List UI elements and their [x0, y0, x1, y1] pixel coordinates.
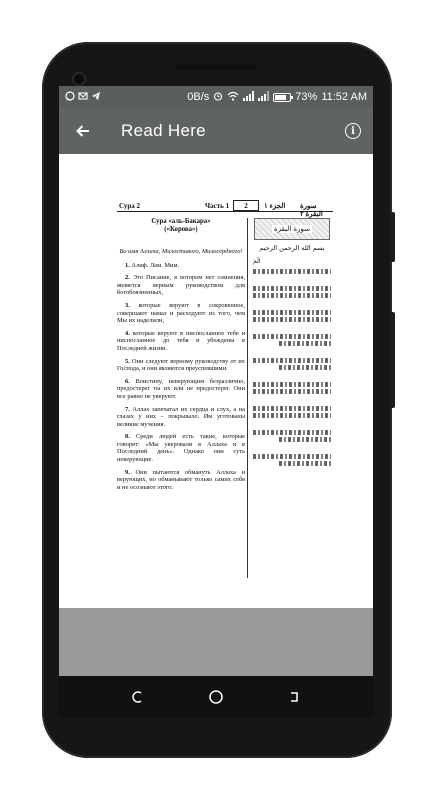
verse-text: которые веруют в ниспосланное тебе и ниспосланное до тебя и убеждены в Последней жизни. [117, 329, 245, 352]
surah-subtitle-line: («Корова») [164, 226, 198, 233]
battery-icon [273, 93, 291, 102]
verse [117, 262, 245, 270]
verse-number: 1. [125, 261, 130, 269]
ornament-label: سورة البقرة [273, 225, 310, 233]
verse [117, 406, 245, 429]
volume-button [390, 312, 395, 408]
signal-icon [258, 91, 269, 104]
verse-number: 6. [125, 377, 130, 385]
verse-text: Среди людей есть такие, которые говорят: «Мы уверовали в Аллаха и в Последний день». Однако они суть неверующие. [117, 433, 245, 464]
arabic-line [279, 365, 331, 370]
status-bar [59, 86, 373, 108]
back-nav-icon [287, 690, 301, 704]
power-button [390, 212, 395, 262]
verse [117, 469, 245, 492]
spacer [251, 324, 333, 334]
verse-text: Аллах запечатал их сердца и слух, а на глазах у них – покрывало. Им уготованы великие мучения. [117, 405, 245, 428]
header-part: Часть 1 [205, 202, 230, 210]
scanned-page [117, 200, 333, 580]
recent-apps-icon [131, 690, 145, 704]
arabic-line [253, 430, 331, 435]
home-button[interactable] [206, 687, 226, 707]
verse-number: 7. [125, 405, 130, 413]
arabic-line [279, 437, 331, 442]
arabic-line [253, 389, 331, 394]
header-sura: Сура 2 [119, 202, 141, 210]
arrow-left-icon [75, 123, 91, 139]
notification-icons [65, 91, 101, 104]
surah-ornament [254, 218, 330, 240]
page-viewer[interactable] [59, 154, 373, 608]
screen [59, 86, 373, 676]
arabic-line [253, 358, 331, 363]
wifi-icon [227, 91, 239, 104]
bottom-empty-area [59, 608, 373, 676]
verse [117, 433, 245, 463]
arabic-line [253, 293, 331, 298]
spacer [251, 300, 333, 310]
verse-number: 3. [125, 301, 130, 309]
verse-text: Они следуют верному руководству от их Господа, и они являются преуспевшими. [117, 357, 245, 373]
recent-apps-button[interactable] [128, 687, 148, 707]
page-title: Read Here [121, 121, 206, 140]
network-speed: 0B/s [187, 91, 210, 103]
message-icon [78, 91, 88, 104]
arabic-line [253, 413, 331, 418]
arabic-text [251, 218, 333, 580]
earpiece-speaker [176, 64, 256, 70]
verse-number: 9. [125, 468, 130, 476]
arabic-line [253, 382, 331, 387]
arabic-line [253, 454, 331, 459]
alarm-icon [213, 91, 223, 104]
arabic-line [279, 341, 331, 346]
info-icon: i [351, 125, 355, 137]
bismillah-translation: Во имя Аллаха, Милостивого, Милосердного! [119, 248, 243, 255]
spacer [251, 396, 333, 406]
home-icon [208, 689, 224, 705]
verse-text: которые веруют в сокровенное, совершают намаз и расходуют из того, чем Мы их наделили, [117, 301, 245, 325]
spacer [251, 444, 333, 454]
signal-icon [243, 91, 254, 104]
verse-text: Алиф. Лам. Мим. [131, 261, 180, 269]
verse [117, 302, 245, 325]
back-button[interactable] [71, 119, 95, 143]
verse [117, 358, 245, 373]
clock: 11:52 AM [321, 91, 367, 103]
arabic-bismillah: بسم الله الرحمن الرحيم [259, 244, 325, 252]
verse [117, 274, 245, 297]
header-arabic-juz: الجزء ١ [264, 202, 286, 210]
verse-number: 5. [125, 357, 130, 365]
page-header [117, 200, 333, 218]
arabic-line [253, 334, 331, 339]
front-camera [72, 72, 86, 86]
battery-percent: 73% [295, 91, 318, 103]
verse [117, 378, 245, 401]
back-nav-button[interactable] [284, 687, 304, 707]
arabic-line [253, 310, 331, 315]
header-arabic-sura: سورة البقرة ٢ [300, 202, 323, 218]
arabic-line [253, 286, 331, 291]
spacer [251, 372, 333, 382]
verse-number: 8. [125, 433, 130, 441]
arabic-line [253, 317, 331, 322]
arabic-line [253, 269, 331, 274]
verse-text: Воистину, неверующим безразлично, предостерег ты их или не предостерег. Они все равно не уверуют. [117, 377, 245, 400]
system-icons [187, 91, 367, 104]
header-page-number: 2 [233, 200, 259, 211]
verse-text: Это Писание, в котором нет сомнения, является верным руководством для богобоязненных, [117, 274, 245, 297]
spacer [251, 420, 333, 430]
verse-number: 2. [125, 274, 130, 282]
russian-translation [117, 218, 245, 580]
arabic-line [279, 461, 331, 466]
verse [117, 330, 245, 353]
surah-title [117, 218, 245, 234]
app-bar [59, 108, 373, 154]
whatsapp-icon [65, 91, 75, 104]
spacer [251, 348, 333, 358]
telegram-icon [91, 91, 101, 104]
column-divider [247, 218, 248, 578]
verse-number: 4. [125, 329, 130, 337]
arabic-line [253, 406, 331, 411]
arabic-first-verse: الٓمٓ [253, 258, 261, 265]
surah-title-line: Сура «аль-Бакара» [151, 218, 211, 225]
verse-text: Они пытаются обмануть Аллаха и верующих, но обманывают только самих себя и не осознают этого. [117, 468, 245, 491]
navigation-bar [59, 676, 373, 718]
spacer [251, 276, 333, 286]
info-button[interactable] [345, 123, 361, 139]
